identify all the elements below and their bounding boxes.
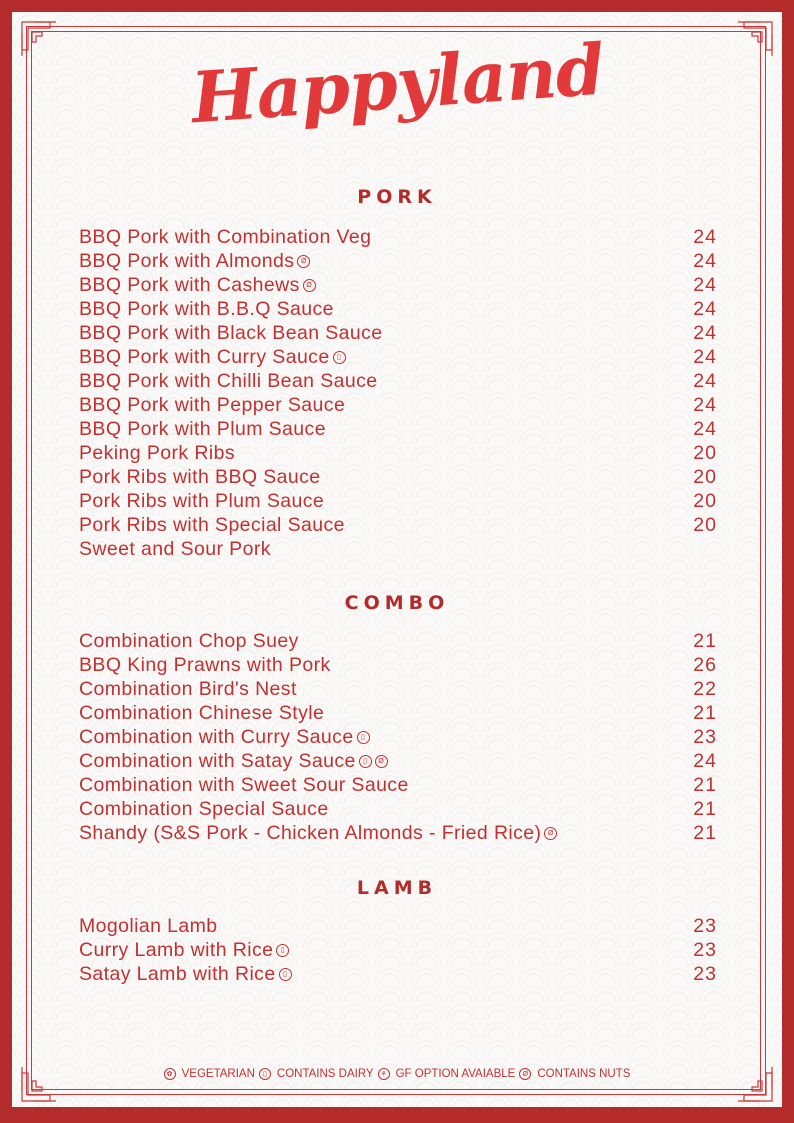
menu-item-label: Mogolian Lamb xyxy=(79,914,218,937)
menu-item xyxy=(79,701,717,725)
dairy-icon: ▯ xyxy=(276,944,289,957)
menu-item xyxy=(79,417,717,441)
menu-item-price: 20 xyxy=(693,489,717,512)
menu-item-price: 24 xyxy=(693,225,717,248)
menu-list-pork xyxy=(79,225,717,561)
menu-item-price: 23 xyxy=(693,914,717,937)
menu-item xyxy=(79,537,717,561)
menu-item-label: BBQ Pork with Plum Sauce xyxy=(79,417,326,440)
legend-dairy: CONTAINS DAIRY xyxy=(276,1068,374,1080)
menu-item-name xyxy=(79,702,324,725)
menu-item xyxy=(79,962,717,986)
menu-item-name xyxy=(79,915,218,938)
brand-logo xyxy=(0,27,794,152)
menu-item-label: BBQ Pork with Chilli Bean Sauce xyxy=(79,369,378,392)
menu-item-name xyxy=(79,418,326,441)
menu-item-label: Combination with Satay Sauce xyxy=(79,749,356,772)
legend-nuts: CONTAINS NUTS xyxy=(537,1068,631,1080)
menu-item-price: 22 xyxy=(693,677,717,700)
menu-item-name xyxy=(79,250,310,273)
menu-item-label: Combination with Sweet Sour Sauce xyxy=(79,773,409,796)
dairy-icon: ▯ xyxy=(259,1068,271,1080)
menu-item-price: 20 xyxy=(693,513,717,536)
menu-item xyxy=(79,914,717,938)
nut-icon: Ø xyxy=(297,255,310,268)
menu-list-combo xyxy=(79,629,717,845)
menu-item xyxy=(79,938,717,962)
nut-icon: Ø xyxy=(519,1068,531,1080)
menu-item-label: Combination Special Sauce xyxy=(79,797,329,820)
menu-item-name xyxy=(79,442,235,465)
menu-item-label: Sweet and Sour Pork xyxy=(79,537,271,560)
menu-item-label: Combination with Curry Sauce xyxy=(79,725,354,748)
menu-item-label: BBQ Pork with Black Bean Sauce xyxy=(79,321,383,344)
menu-item-name xyxy=(79,298,334,321)
menu-list-lamb xyxy=(79,914,717,986)
menu-item-name xyxy=(79,322,383,345)
menu-item-price: 21 xyxy=(693,629,717,652)
menu-item-price: 24 xyxy=(693,297,717,320)
menu-item-name xyxy=(79,939,289,962)
menu-item xyxy=(79,297,717,321)
menu-item-label: BBQ Pork with Cashews xyxy=(79,273,300,296)
menu-item-name xyxy=(79,963,292,986)
menu-item xyxy=(79,797,717,821)
menu-item-name xyxy=(79,630,299,653)
menu-item-label: BBQ Pork with Pepper Sauce xyxy=(79,393,346,416)
menu-item xyxy=(79,225,717,249)
menu-item xyxy=(79,749,717,773)
menu-item-price: 21 xyxy=(693,821,717,844)
menu-item-name xyxy=(79,750,388,773)
menu-item-label: BBQ Pork with Curry Sauce xyxy=(79,345,330,368)
gf-icon: ⚘ xyxy=(378,1068,390,1080)
menu-item-name xyxy=(79,490,324,513)
menu-item xyxy=(79,489,717,513)
nut-icon: Ø xyxy=(544,827,557,840)
menu-item-name xyxy=(79,538,271,561)
menu-item-price: 20 xyxy=(693,465,717,488)
menu-item-label: BBQ Pork with Combination Veg xyxy=(79,225,372,248)
menu-item-name xyxy=(79,822,557,845)
menu-item xyxy=(79,629,717,653)
menu-item-label: Pork Ribs with Special Sauce xyxy=(79,513,345,536)
menu-item xyxy=(79,321,717,345)
menu-item xyxy=(79,345,717,369)
menu-item-price: 24 xyxy=(693,393,717,416)
menu-item-price: 24 xyxy=(693,749,717,772)
menu-item-price: 21 xyxy=(693,773,717,796)
menu-item-price: 24 xyxy=(693,369,717,392)
vegetarian-icon: ✿ xyxy=(164,1068,176,1080)
menu-item-name xyxy=(79,466,321,489)
menu-item-name xyxy=(79,394,345,417)
menu-item xyxy=(79,249,717,273)
menu-item-label: Combination Bird's Nest xyxy=(79,677,297,700)
menu-item-label: Satay Lamb with Rice xyxy=(79,962,276,985)
menu-item xyxy=(79,273,717,297)
nut-icon: Ø xyxy=(375,755,388,768)
brand-logo-text: Happyland xyxy=(188,27,606,140)
dairy-icon: ▯ xyxy=(279,968,292,981)
menu-item-label: Combination Chop Suey xyxy=(79,629,299,652)
menu-item-price: 24 xyxy=(693,321,717,344)
menu-item xyxy=(79,821,717,845)
menu-item-price: 24 xyxy=(693,273,717,296)
menu-item xyxy=(79,513,717,537)
menu-item xyxy=(79,441,717,465)
dairy-icon: ▯ xyxy=(359,755,372,768)
menu-item xyxy=(79,725,717,749)
menu-item-price: 24 xyxy=(693,249,717,272)
menu-item-label: Combination Chinese Style xyxy=(79,701,325,724)
menu-item-price: 23 xyxy=(693,962,717,985)
menu-item-name xyxy=(79,798,329,821)
menu-item-name xyxy=(79,370,378,393)
menu-item-name xyxy=(79,226,371,249)
menu-item-name xyxy=(79,274,316,297)
dairy-icon: ▯ xyxy=(357,731,370,744)
menu-item-label: BBQ Pork with B.B.Q Sauce xyxy=(79,297,334,320)
menu-item-name xyxy=(79,726,370,749)
menu-item-label: Curry Lamb with Rice xyxy=(79,938,274,961)
menu-item xyxy=(79,393,717,417)
menu-item-name xyxy=(79,774,409,797)
menu-item-price: 26 xyxy=(693,653,717,676)
menu-item xyxy=(79,677,717,701)
menu-item-name xyxy=(79,678,297,701)
menu-item xyxy=(79,369,717,393)
menu-item-price: 23 xyxy=(693,938,717,961)
menu-item-label: Pork Ribs with BBQ Sauce xyxy=(79,465,321,488)
menu-item-price: 24 xyxy=(693,417,717,440)
menu-item xyxy=(79,465,717,489)
menu-item xyxy=(79,773,717,797)
menu-item-name xyxy=(79,514,345,537)
menu-item-price: 20 xyxy=(693,441,717,464)
section-title-combo: COMBO xyxy=(344,592,450,614)
section-title-lamb: LAMB xyxy=(356,877,438,899)
menu-item-price: 24 xyxy=(693,345,717,368)
menu-item-name xyxy=(79,346,346,369)
legend-vegetarian: VEGETARIAN xyxy=(181,1068,255,1080)
section-title-pork: PORK xyxy=(357,186,437,208)
dairy-icon: ▯ xyxy=(333,351,346,364)
menu-item-name xyxy=(79,654,331,677)
menu-item-label: BBQ King Prawns with Pork xyxy=(79,653,331,676)
nut-icon: Ø xyxy=(303,279,316,292)
menu-item-price: 21 xyxy=(693,797,717,820)
dietary-legend xyxy=(0,1068,794,1080)
menu-item-label: BBQ Pork with Almonds xyxy=(79,249,295,272)
menu-item-label: Peking Pork Ribs xyxy=(79,441,235,464)
menu-item-price: 21 xyxy=(693,701,717,724)
menu-item-price: 23 xyxy=(693,725,717,748)
menu-item xyxy=(79,653,717,677)
legend-gf: GF OPTION AVAIABLE xyxy=(395,1068,516,1080)
menu-item-label: Pork Ribs with Plum Sauce xyxy=(79,489,325,512)
menu-item-label: Shandy (S&S Pork - Chicken Almonds - Fried Rice) xyxy=(79,821,542,844)
